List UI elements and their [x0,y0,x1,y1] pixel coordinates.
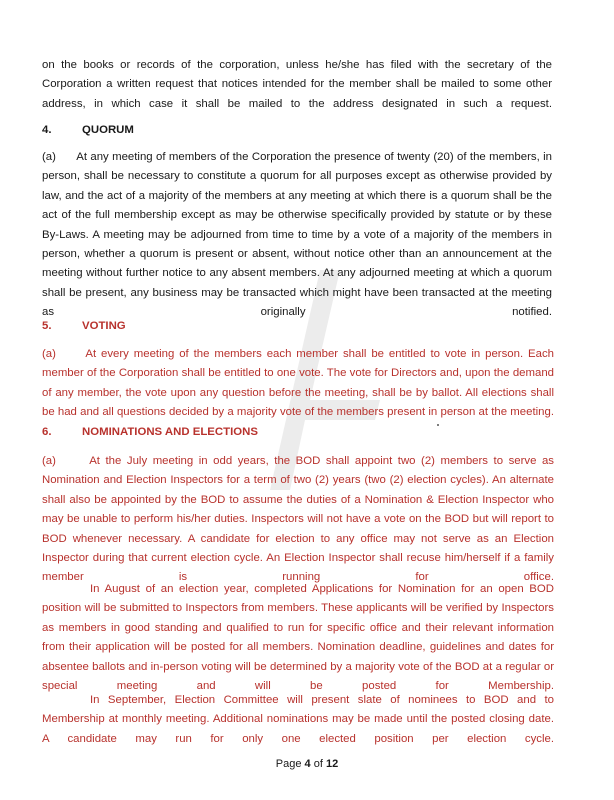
section-number: 6. [42,426,52,438]
section-heading-voting [42,317,552,336]
section-heading-quorum [42,121,552,140]
footer-prefix: Page [275,758,302,770]
footer-current-page: 4 [304,758,311,770]
footer-of: of [313,758,323,770]
stray-dot [437,424,439,426]
intro-paragraph: on the books or records of the corporation, unless he/she has filed with the secretary of the Corporation a written request that notices intended for the member shall be mailed to some other address, in which case it shall be mailed to the address designated in such a request. [42,59,552,110]
para-label: (a) [42,348,56,360]
para-label: (a) [42,151,56,163]
nominations-paragraph-2: In August of an election year, completed Applications for Nomination for an open BOD position will be submitted to Inspectors from members. These applicants will be verified by Inspectors as members in good standing and qualified to run for specific office and their relevant information from their application will be posted for all members. Nomination deadline, guidelines and dates for absentee ballots and in-person voting will be determined by a majority vote of the BOD at a regular or special meeting and will be posted for Membership. [42,583,554,693]
section-number: 5. [42,320,52,332]
para-text: At the July meeting in odd years, the BOD shall appoint two (2) members to serve as Nomination and Election Inspectors for a term of two (2) years (two (2) election cycles). An alternate shall also be appointed by the BOD to assume the duties of a Nomination & Election Inspector who may be unable to perform his/her duties. Inspectors will not have a vote on the BOD but will report to BOD whenever necessary. A candidate for election to any office may not serve as an Election Inspector during that current election cycle. An Election Inspector shall recuse him/herself if a family member is running for office. [42,455,554,584]
quorum-paragraph [42,148,552,342]
section-title: QUORUM [82,124,134,136]
section-title: VOTING [82,320,126,332]
footer-total-pages: 12 [325,758,339,770]
section-number: 4. [42,124,52,136]
section-heading-nominations [42,423,442,442]
nominations-paragraph-3: In September, Election Committee will present slate of nominees to BOD and to Membership at monthly meeting. Additional nominations may be made until the posted closing date. A candidate may run for only one elected position per election cycle. [42,694,554,745]
para-text: At every meeting of the members each member shall be entitled to vote in person. Each member of the Corporation shall be entitled to one vote. The vote for Directors and, upon the demand of any member, the vote upon any question before the meeting, shall be by ballot. All elections shall be had and all questions decided by a majority vote of the members present in person at the meeting. [42,348,554,419]
page-number-footer [0,755,614,774]
section-title: NOMINATIONS AND ELECTIONS [82,426,258,438]
para-label: (a) [42,455,56,467]
para-text: At any meeting of members of the Corporation the presence of twenty (20) of the members, in person, shall be necessary to constitute a quorum for all purposes except as otherwise provided by law, and the act of a majority of the members at any meeting at which there is a quorum shall be the act of the full membership except as may be otherwise specifically provided by statute or by these By-Laws. A meeting may be adjourned from time to time by a vote of a majority of the members in person, whether a quorum is present or absent, without notice other than an announcement at the meeting without further notice to any absent members. At any adjourned meeting at which a quorum shall be present, any business may be transacted which might have been transacted at the meeting as originally notified. [42,151,552,319]
